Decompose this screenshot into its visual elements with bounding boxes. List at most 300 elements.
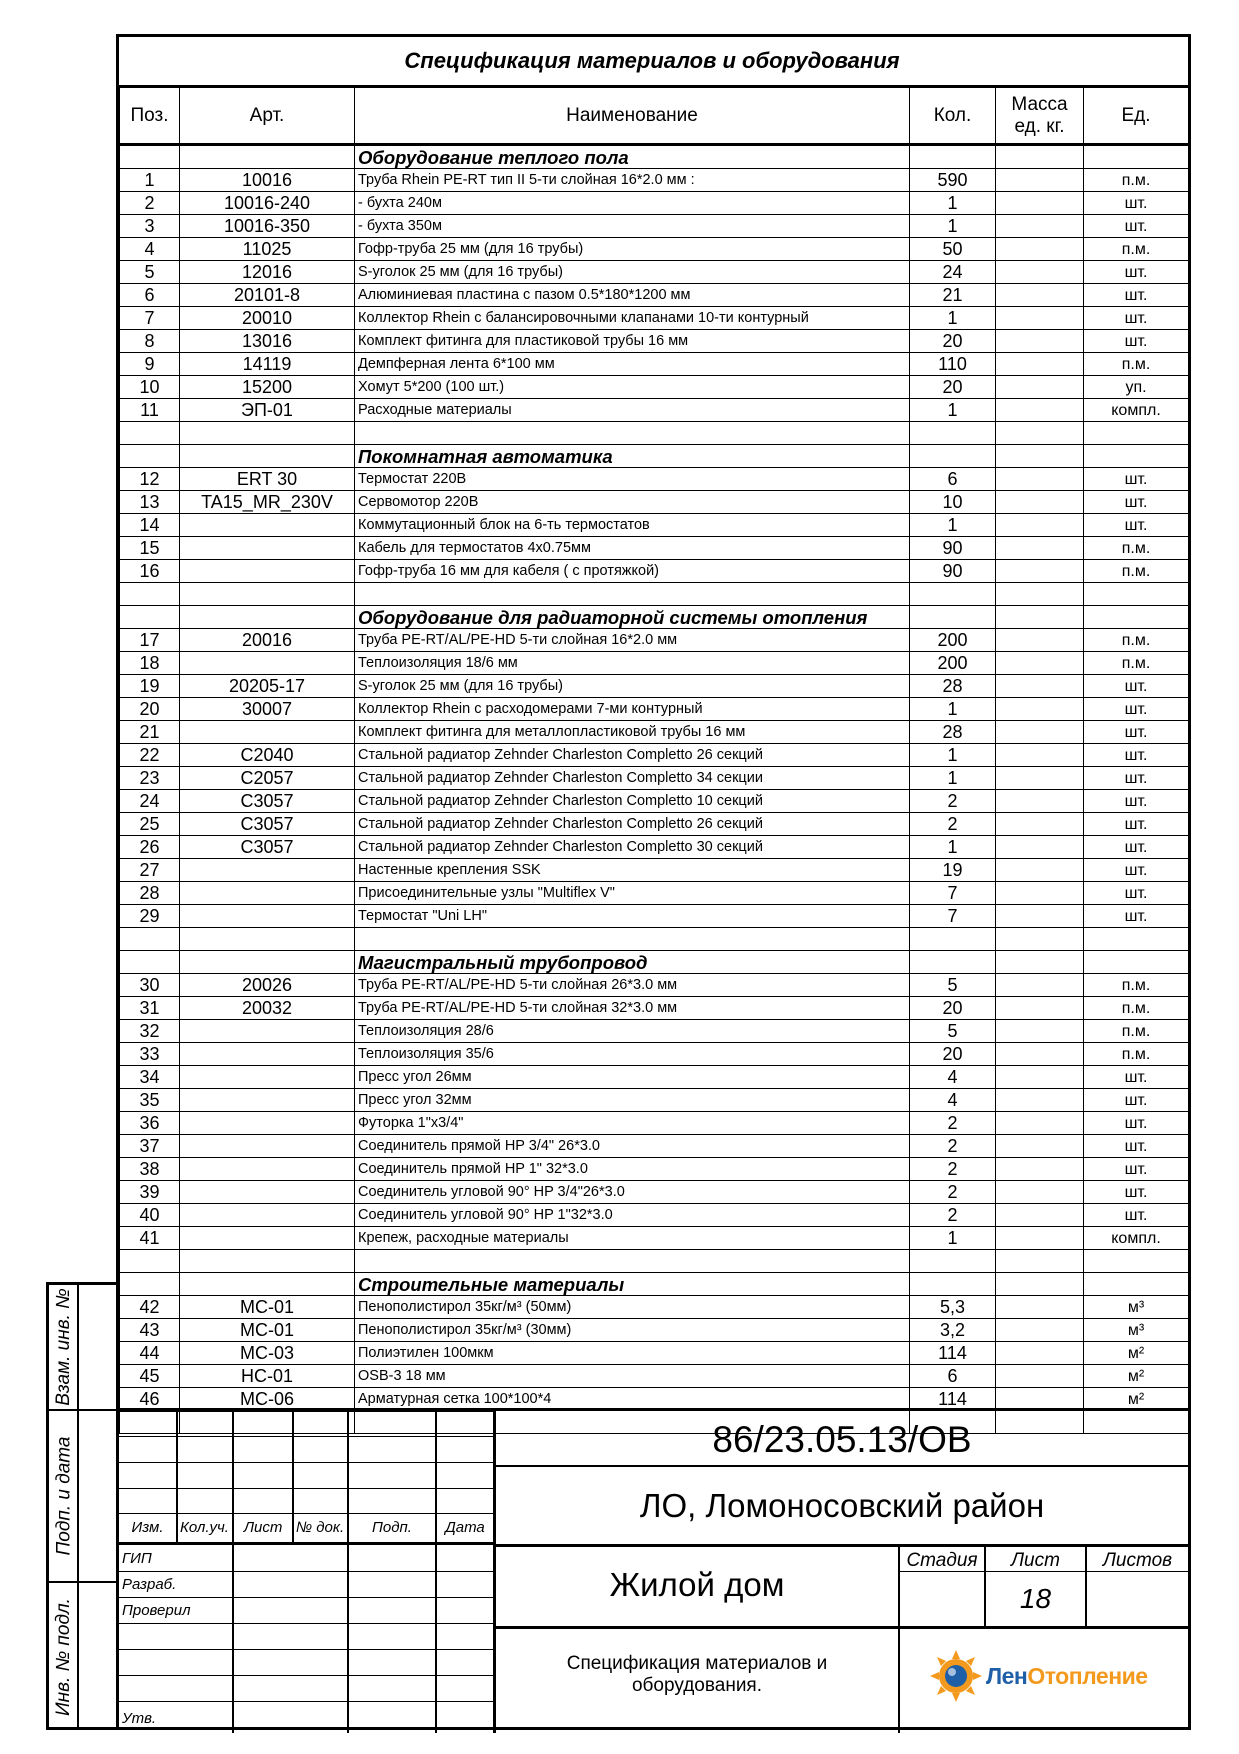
cell-art xyxy=(180,1089,355,1112)
sidebar-podp xyxy=(49,1411,116,1583)
table-row xyxy=(120,1158,1189,1181)
cell-unit: компл. xyxy=(1084,1227,1189,1250)
cell-unit: п.м. xyxy=(1084,169,1189,192)
table-row xyxy=(120,859,1189,882)
section-row xyxy=(120,951,1189,974)
cell-qty: 5,3 xyxy=(910,1296,996,1319)
cell-unit: п.м. xyxy=(1084,629,1189,652)
sidebar-inv-label: Инв. № подл. xyxy=(53,1597,74,1716)
cell-unit: шт. xyxy=(1084,675,1189,698)
cell-unit: компл. xyxy=(1084,399,1189,422)
cell-pos: 32 xyxy=(120,1020,180,1043)
cell-art xyxy=(180,1158,355,1181)
cell-unit: шт. xyxy=(1084,330,1189,353)
sheet-title xyxy=(496,1653,898,1697)
cell-unit: шт. xyxy=(1084,813,1189,836)
section-row xyxy=(120,445,1189,468)
table-row xyxy=(120,1112,1189,1135)
cell-qty: 20 xyxy=(910,997,996,1020)
cell-qty: 2 xyxy=(910,1135,996,1158)
cell-qty: 1 xyxy=(910,744,996,767)
table-row xyxy=(120,767,1189,790)
cell-pos: 8 xyxy=(120,330,180,353)
sidebar-vzam xyxy=(49,1285,116,1411)
table-row xyxy=(120,1089,1189,1112)
table-row xyxy=(120,1020,1189,1043)
cell-name: OSB-3 18 мм xyxy=(355,1365,910,1388)
col-mass-line2: ед. кг. xyxy=(1014,115,1065,137)
table-row xyxy=(120,468,1189,491)
left-stamp-column xyxy=(46,1282,116,1730)
cell-name: Пресс угол 32мм xyxy=(355,1089,910,1112)
table-row xyxy=(120,491,1189,514)
cell-mass xyxy=(996,629,1084,652)
cell-pos: 7 xyxy=(120,307,180,330)
cell-pos: 27 xyxy=(120,859,180,882)
table-row xyxy=(120,882,1189,905)
empty-row xyxy=(120,928,1189,951)
cell-unit: шт. xyxy=(1084,1204,1189,1227)
label-ndok: № док. xyxy=(295,1519,345,1536)
table-row xyxy=(120,284,1189,307)
cell-art: 15200 xyxy=(180,376,355,399)
sidebar-podp-label: Подп. и дата xyxy=(53,1436,75,1556)
cell-unit: п.м. xyxy=(1084,353,1189,376)
cell-mass xyxy=(996,353,1084,376)
cell-mass xyxy=(996,882,1084,905)
cell-art: C3057 xyxy=(180,790,355,813)
cell-mass xyxy=(996,790,1084,813)
cell-name: Теплоизоляция 18/6 мм xyxy=(355,652,910,675)
cell-unit: м² xyxy=(1084,1388,1189,1411)
cell-pos: 18 xyxy=(120,652,180,675)
cell-art xyxy=(180,859,355,882)
cell-unit: п.м. xyxy=(1084,1043,1189,1066)
cell-unit: шт. xyxy=(1084,836,1189,859)
cell-mass xyxy=(996,330,1084,353)
cell-qty: 2 xyxy=(910,790,996,813)
cell-name: Полиэтилен 100мкм xyxy=(355,1342,910,1365)
table-row xyxy=(120,514,1189,537)
cell-art: TA15_MR_230V xyxy=(180,491,355,514)
cell-pos: 36 xyxy=(120,1112,180,1135)
table-row xyxy=(120,192,1189,215)
cell-pos: 1 xyxy=(120,169,180,192)
cell-pos: 9 xyxy=(120,353,180,376)
cell-mass xyxy=(996,675,1084,698)
cell-name: Комплект фитинга для металлопластиковой трубы 16 мм xyxy=(355,721,910,744)
cell-art xyxy=(180,652,355,675)
col-art: Арт. xyxy=(180,88,355,145)
cell-mass xyxy=(996,859,1084,882)
section-title: Магистральный трубопровод xyxy=(355,951,910,974)
cell-name: - бухта 240м xyxy=(355,192,910,215)
cell-unit: шт. xyxy=(1084,307,1189,330)
table-row xyxy=(120,744,1189,767)
table-row xyxy=(120,399,1189,422)
cell-pos: 30 xyxy=(120,974,180,997)
cell-pos: 12 xyxy=(120,468,180,491)
cell-pos: 26 xyxy=(120,836,180,859)
cell-name: Расходные материалы xyxy=(355,399,910,422)
cell-art xyxy=(180,882,355,905)
role-razrab: Разраб. xyxy=(122,1576,177,1593)
cell-art xyxy=(180,1112,355,1135)
table-row xyxy=(120,675,1189,698)
cell-mass xyxy=(996,468,1084,491)
cell-unit: шт. xyxy=(1084,744,1189,767)
logo-text-part1: Лен xyxy=(986,1662,1028,1689)
cell-qty: 1 xyxy=(910,215,996,238)
cell-name: Настенные крепления SSK xyxy=(355,859,910,882)
cell-qty: 7 xyxy=(910,882,996,905)
cell-qty: 2 xyxy=(910,1181,996,1204)
cell-mass xyxy=(996,997,1084,1020)
cell-art xyxy=(180,1020,355,1043)
cell-mass xyxy=(996,261,1084,284)
cell-name: Гофр-труба 16 мм для кабеля ( с протяжкой) xyxy=(355,560,910,583)
table-row xyxy=(120,997,1189,1020)
cell-pos: 4 xyxy=(120,238,180,261)
cell-name: Соединитель угловой 90° HP 1"32*3.0 xyxy=(355,1204,910,1227)
table-row xyxy=(120,376,1189,399)
table-row xyxy=(120,537,1189,560)
cell-unit: шт. xyxy=(1084,790,1189,813)
cell-mass xyxy=(996,1043,1084,1066)
cell-pos: 20 xyxy=(120,698,180,721)
cell-art: 20101-8 xyxy=(180,284,355,307)
cell-name: Комплект фитинга для пластиковой трубы 16 мм xyxy=(355,330,910,353)
cell-art xyxy=(180,1066,355,1089)
cell-pos: 10 xyxy=(120,376,180,399)
cell-art xyxy=(180,1043,355,1066)
cell-unit: шт. xyxy=(1084,468,1189,491)
cell-unit: п.м. xyxy=(1084,652,1189,675)
cell-unit: шт. xyxy=(1084,261,1189,284)
cell-mass xyxy=(996,238,1084,261)
cell-pos: 25 xyxy=(120,813,180,836)
cell-unit: м³ xyxy=(1084,1296,1189,1319)
cell-pos: 43 xyxy=(120,1319,180,1342)
cell-mass xyxy=(996,767,1084,790)
col-mass-line1: Масса xyxy=(1011,93,1068,115)
cell-unit: шт. xyxy=(1084,1089,1189,1112)
table-row xyxy=(120,905,1189,928)
cell-pos: 46 xyxy=(120,1388,180,1411)
table-row xyxy=(120,790,1189,813)
cell-unit: п.м. xyxy=(1084,560,1189,583)
table-row xyxy=(120,1181,1189,1204)
cell-mass xyxy=(996,169,1084,192)
cell-mass xyxy=(996,1227,1084,1250)
cell-pos: 41 xyxy=(120,1227,180,1250)
cell-mass xyxy=(996,813,1084,836)
logo-text-part2: Отопление xyxy=(1027,1662,1148,1689)
cell-art: 14119 xyxy=(180,353,355,376)
cell-name: Алюминиевая пластина с пазом 0.5*180*1200 мм xyxy=(355,284,910,307)
role-proveril: Проверил xyxy=(122,1602,191,1619)
empty-row xyxy=(120,1250,1189,1273)
cell-name: Демпферная лента 6*100 мм xyxy=(355,353,910,376)
cell-art: 20016 xyxy=(180,629,355,652)
cell-qty: 28 xyxy=(910,721,996,744)
cell-art: 30007 xyxy=(180,698,355,721)
table-row xyxy=(120,1365,1189,1388)
label-data: Дата xyxy=(445,1519,485,1536)
table-row xyxy=(120,215,1189,238)
cell-mass xyxy=(996,284,1084,307)
cell-name: Термостат 220В xyxy=(355,468,910,491)
cell-unit: шт. xyxy=(1084,698,1189,721)
cell-qty: 90 xyxy=(910,537,996,560)
cell-name: Футорка 1"х3/4" xyxy=(355,1112,910,1135)
cell-art xyxy=(180,1227,355,1250)
cell-mass xyxy=(996,376,1084,399)
cell-mass xyxy=(996,744,1084,767)
table-row xyxy=(120,1043,1189,1066)
cell-unit: шт. xyxy=(1084,882,1189,905)
cell-unit: шт. xyxy=(1084,514,1189,537)
table-row xyxy=(120,652,1189,675)
sun-logo-icon xyxy=(929,1649,983,1703)
cell-pos: 34 xyxy=(120,1066,180,1089)
cell-name: Стальной радиатор Zehnder Charleston Completto 30 секций xyxy=(355,836,910,859)
stage-label: Стадия xyxy=(906,1550,978,1571)
table-row xyxy=(120,1342,1189,1365)
cell-art: 12016 xyxy=(180,261,355,284)
cell-art: ERT 30 xyxy=(180,468,355,491)
cell-pos: 42 xyxy=(120,1296,180,1319)
cell-qty: 50 xyxy=(910,238,996,261)
cell-name: Коллектор Rhein с расходомерами 7-ми контурный xyxy=(355,698,910,721)
sidebar-inv xyxy=(49,1583,116,1730)
empty-row xyxy=(120,583,1189,606)
col-mass xyxy=(996,88,1084,145)
cell-mass xyxy=(996,1342,1084,1365)
section-row xyxy=(120,145,1189,169)
cell-unit: шт. xyxy=(1084,1135,1189,1158)
cell-unit: п.м. xyxy=(1084,974,1189,997)
table-row xyxy=(120,721,1189,744)
object-name: Жилой дом xyxy=(609,1566,785,1603)
role-gip: ГИП xyxy=(122,1550,152,1567)
table-row xyxy=(120,330,1189,353)
cell-mass xyxy=(996,1020,1084,1043)
label-list: Лист xyxy=(243,1519,283,1536)
cell-art: МС-01 xyxy=(180,1319,355,1342)
cell-name: Труба PE-RT/AL/PE-HD 5-ти слойная 26*3.0 мм xyxy=(355,974,910,997)
cell-name: Крепеж, расходные материалы xyxy=(355,1227,910,1250)
cell-name: Пенополистирол 35кг/м³ (30мм) xyxy=(355,1319,910,1342)
cell-pos: 40 xyxy=(120,1204,180,1227)
cell-art: 20026 xyxy=(180,974,355,997)
cell-name: Теплоизоляция 35/6 xyxy=(355,1043,910,1066)
cell-pos: 22 xyxy=(120,744,180,767)
cell-name: Стальной радиатор Zehnder Charleston Completto 34 секции xyxy=(355,767,910,790)
cell-unit: м³ xyxy=(1084,1319,1189,1342)
cell-pos: 5 xyxy=(120,261,180,284)
cell-art xyxy=(180,1181,355,1204)
cell-unit: шт. xyxy=(1084,1066,1189,1089)
cell-name: Арматурная сетка 100*100*4 xyxy=(355,1388,910,1411)
cell-mass xyxy=(996,192,1084,215)
cell-unit: шт. xyxy=(1084,721,1189,744)
table-row xyxy=(120,1296,1189,1319)
label-podp: Подп. xyxy=(372,1519,412,1536)
cell-pos: 13 xyxy=(120,491,180,514)
cell-mass xyxy=(996,652,1084,675)
cell-mass xyxy=(996,698,1084,721)
cell-unit: шт. xyxy=(1084,1181,1189,1204)
cell-art: C2057 xyxy=(180,767,355,790)
cell-qty: 2 xyxy=(910,1112,996,1135)
cell-pos: 14 xyxy=(120,514,180,537)
role-utv: Утв. xyxy=(122,1710,157,1727)
cell-qty: 1 xyxy=(910,399,996,422)
cell-qty: 19 xyxy=(910,859,996,882)
cell-mass xyxy=(996,307,1084,330)
cell-qty: 1 xyxy=(910,836,996,859)
cell-mass xyxy=(996,1112,1084,1135)
cell-art: 11025 xyxy=(180,238,355,261)
cell-unit: шт. xyxy=(1084,1112,1189,1135)
cell-pos: 29 xyxy=(120,905,180,928)
cell-qty: 24 xyxy=(910,261,996,284)
cell-art xyxy=(180,1135,355,1158)
table-row xyxy=(120,698,1189,721)
cell-pos: 35 xyxy=(120,1089,180,1112)
table-row xyxy=(120,560,1189,583)
cell-qty: 110 xyxy=(910,353,996,376)
cell-art xyxy=(180,1204,355,1227)
cell-art: C3057 xyxy=(180,813,355,836)
section-title: Покомнатная автоматика xyxy=(355,445,910,468)
cell-pos: 33 xyxy=(120,1043,180,1066)
cell-mass xyxy=(996,1135,1084,1158)
cell-qty: 6 xyxy=(910,1365,996,1388)
cell-qty: 3,2 xyxy=(910,1319,996,1342)
cell-unit: шт. xyxy=(1084,215,1189,238)
cell-pos: 15 xyxy=(120,537,180,560)
cell-name: Стальной радиатор Zehnder Charleston Completto 10 секций xyxy=(355,790,910,813)
sidebar-vzam-label: Взам. инв. № xyxy=(53,1288,74,1406)
cell-qty: 7 xyxy=(910,905,996,928)
cell-pos: 19 xyxy=(120,675,180,698)
cell-art xyxy=(180,514,355,537)
cell-name: Коммутационный блок на 6-ть термостатов xyxy=(355,514,910,537)
cell-mass xyxy=(996,1066,1084,1089)
cell-qty: 28 xyxy=(910,675,996,698)
cell-qty: 20 xyxy=(910,330,996,353)
cell-art: ЭП-01 xyxy=(180,399,355,422)
cell-unit: шт. xyxy=(1084,859,1189,882)
title-block xyxy=(119,1408,1188,1733)
table-row xyxy=(120,261,1189,284)
cell-mass xyxy=(996,399,1084,422)
cell-qty: 590 xyxy=(910,169,996,192)
cell-art: 10016-350 xyxy=(180,215,355,238)
cell-qty: 1 xyxy=(910,514,996,537)
cell-art: 20205-17 xyxy=(180,675,355,698)
section-title: Строительные материалы xyxy=(355,1273,910,1296)
cell-mass xyxy=(996,537,1084,560)
doc-code: 86/23.05.13/ОВ xyxy=(712,1419,972,1460)
cell-art: 20010 xyxy=(180,307,355,330)
cell-qty: 114 xyxy=(910,1342,996,1365)
cell-qty: 1 xyxy=(910,192,996,215)
table-row xyxy=(120,353,1189,376)
cell-name: Труба PE-RT/AL/PE-HD 5-ти слойная 32*3.0 мм xyxy=(355,997,910,1020)
cell-unit: п.м. xyxy=(1084,238,1189,261)
cell-mass xyxy=(996,514,1084,537)
cell-qty: 200 xyxy=(910,629,996,652)
company-logo xyxy=(929,1649,1148,1703)
col-unit: Ед. xyxy=(1084,88,1189,145)
location: ЛО, Ломоносовский район xyxy=(639,1487,1045,1524)
cell-pos: 11 xyxy=(120,399,180,422)
section-row xyxy=(120,606,1189,629)
cell-pos: 38 xyxy=(120,1158,180,1181)
cell-qty: 1 xyxy=(910,1227,996,1250)
cell-pos: 39 xyxy=(120,1181,180,1204)
cell-mass xyxy=(996,1319,1084,1342)
cell-pos: 21 xyxy=(120,721,180,744)
cell-mass xyxy=(996,905,1084,928)
cell-qty: 20 xyxy=(910,376,996,399)
cell-name: Стальной радиатор Zehnder Charleston Completto 26 секций xyxy=(355,813,910,836)
cell-art: МС-03 xyxy=(180,1342,355,1365)
cell-art: C2040 xyxy=(180,744,355,767)
table-row xyxy=(120,307,1189,330)
cell-unit: шт. xyxy=(1084,192,1189,215)
cell-mass xyxy=(996,1158,1084,1181)
cell-art xyxy=(180,905,355,928)
cell-mass xyxy=(996,1296,1084,1319)
label-kol: Кол.уч. xyxy=(180,1519,229,1536)
cell-pos: 2 xyxy=(120,192,180,215)
cell-art: МС-01 xyxy=(180,1296,355,1319)
cell-qty: 1 xyxy=(910,767,996,790)
cell-unit: шт. xyxy=(1084,1158,1189,1181)
cell-qty: 5 xyxy=(910,1020,996,1043)
label-izm: Изм. xyxy=(131,1519,164,1536)
cell-mass xyxy=(996,836,1084,859)
cell-mass xyxy=(996,1089,1084,1112)
cell-unit: шт. xyxy=(1084,491,1189,514)
cell-pos: 31 xyxy=(120,997,180,1020)
col-pos: Поз. xyxy=(120,88,180,145)
cell-name: Пресс угол 26мм xyxy=(355,1066,910,1089)
cell-qty: 20 xyxy=(910,1043,996,1066)
table-row xyxy=(120,1066,1189,1089)
cell-pos: 16 xyxy=(120,560,180,583)
cell-name: Присоединительные узлы "Multiflex V" xyxy=(355,882,910,905)
col-name: Наименование xyxy=(355,88,910,145)
cell-unit: п.м. xyxy=(1084,1020,1189,1043)
cell-name: S-уголок 25 мм (для 16 трубы) xyxy=(355,675,910,698)
cell-name: Гофр-труба 25 мм (для 16 трубы) xyxy=(355,238,910,261)
cell-pos: 24 xyxy=(120,790,180,813)
table-row xyxy=(120,1135,1189,1158)
cell-mass xyxy=(996,491,1084,514)
cell-unit: п.м. xyxy=(1084,537,1189,560)
table-body xyxy=(120,145,1189,1434)
table-row xyxy=(120,836,1189,859)
section-title: Оборудование теплого пола xyxy=(355,145,910,169)
cell-qty: 1 xyxy=(910,307,996,330)
table-row xyxy=(120,1227,1189,1250)
cell-pos: 3 xyxy=(120,215,180,238)
